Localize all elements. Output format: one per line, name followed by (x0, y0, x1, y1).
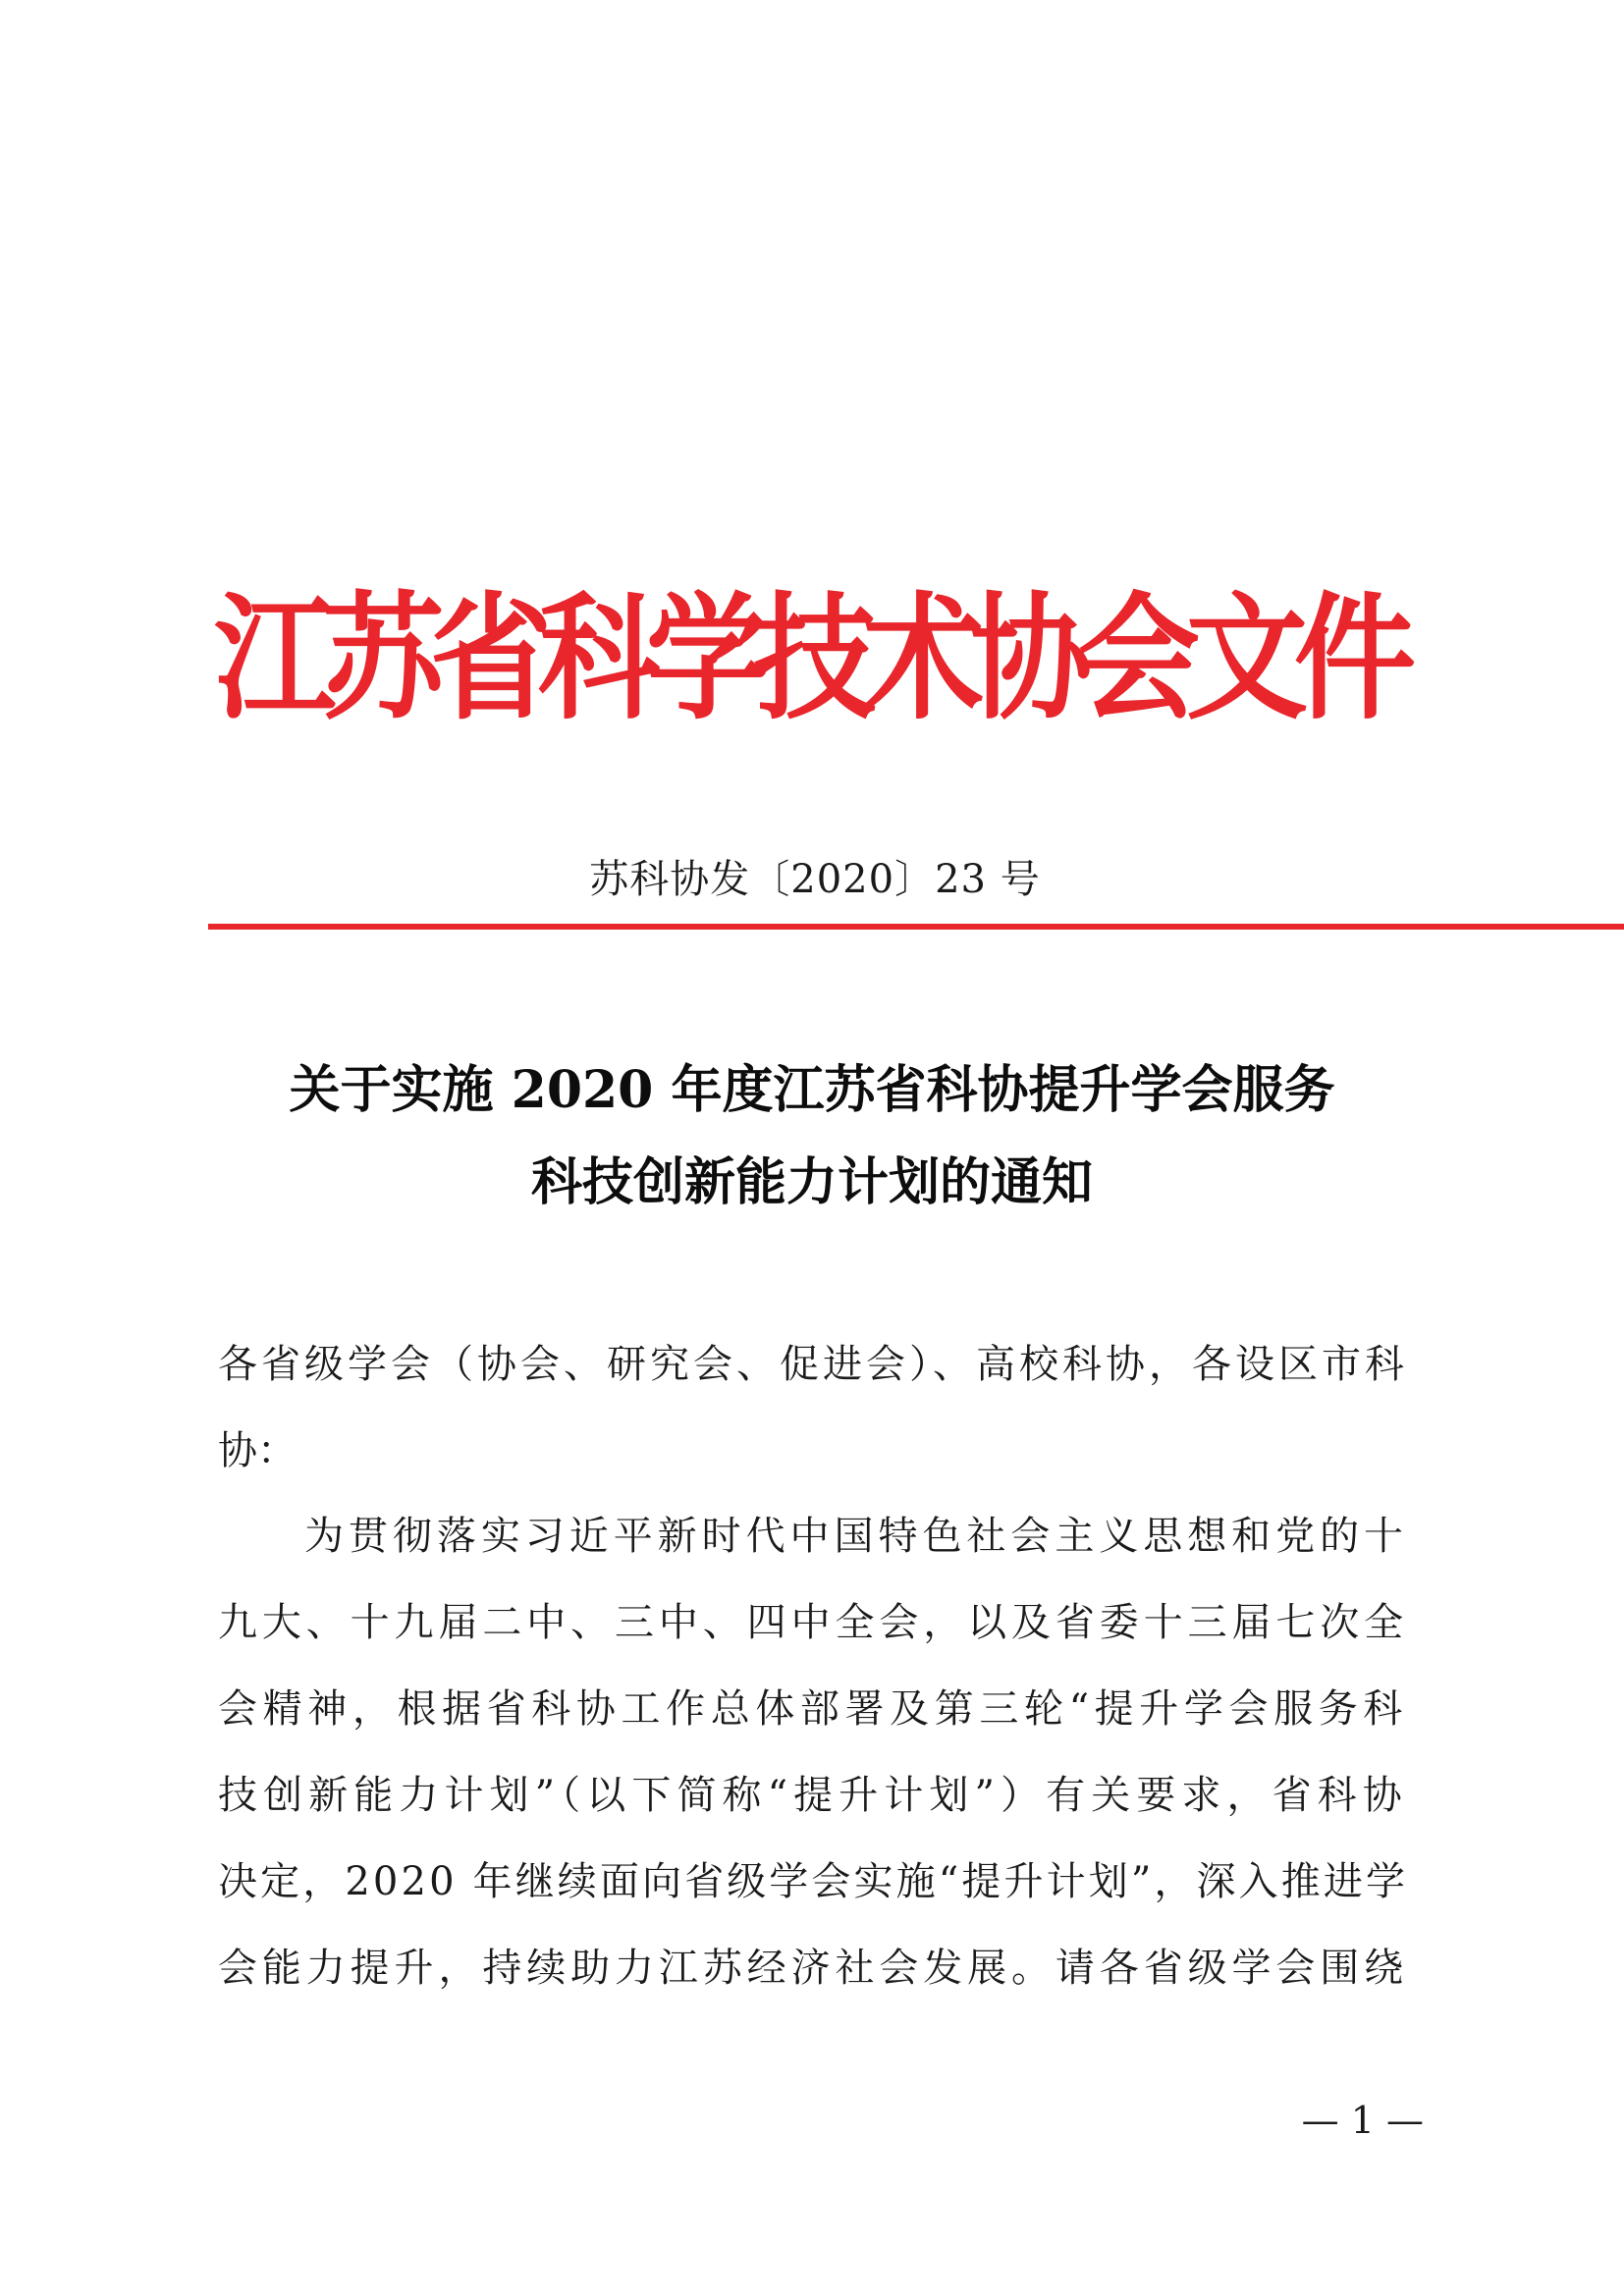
notice-title (147, 1044, 1477, 1229)
page-number: — 1 — (1301, 2099, 1424, 2142)
addressee-line-2: 协： (218, 1428, 297, 1473)
notice-title-line-2: 科技创新能力计划的通知 (530, 1152, 1093, 1212)
body-paragraph (218, 1493, 1416, 2011)
body-line-5: 决定，2020 年继续面向省级学会实施“提升计划”，深入推进学 (218, 1859, 1409, 1904)
body-line-1: 为贯彻落实习近平新时代中国特色社会主义思想和党的十 (304, 1514, 1408, 1559)
addressee (218, 1321, 1406, 1494)
body-line-4: 技创新能力计划”（以下简称“提升计划”）有关要求，省科协 (218, 1773, 1408, 1818)
body-line-3: 会精神，根据省科协工作总体部署及第三轮“提升学会服务科 (218, 1686, 1408, 1732)
addressee-line-1: 各省级学会（协会、研究会、促进会）、高校科协，各设区市科 (218, 1342, 1408, 1387)
masthead-title: 江苏省科学技术协会文件 (214, 579, 1403, 739)
notice-title-line-1: 关于实施 2020 年度江苏省科协提升学会服务 (289, 1060, 1335, 1120)
body-line-6: 会能力提升，持续助力江苏经济社会发展。请各省级学会围绕 (218, 1946, 1409, 1991)
document-number: 苏科协发〔2020〕23 号 (589, 857, 1041, 902)
body-line-2: 九大、十九届二中、三中、四中全会，以及省委十三届七次全 (218, 1600, 1409, 1645)
red-divider-line (208, 924, 1624, 930)
